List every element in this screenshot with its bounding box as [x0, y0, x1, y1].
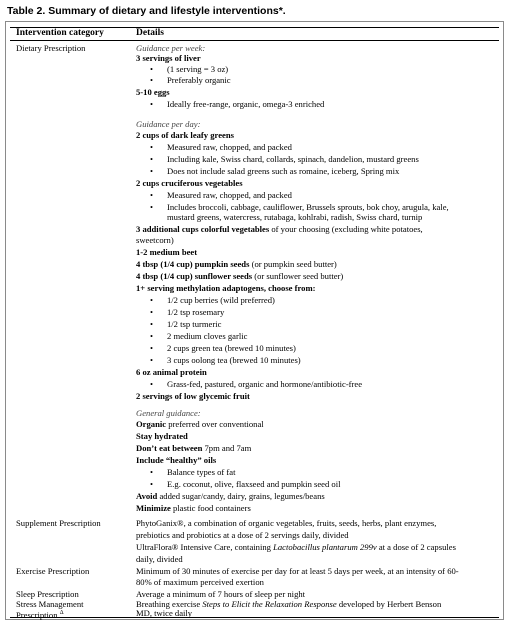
bullet-icon: • [150, 64, 154, 74]
list-item: Measured raw, chopped, and packed [167, 190, 292, 200]
colorful-line: 3 additional cups colorful vegetables of your choosing (excluding white potatoes, [136, 224, 423, 234]
list-item: Measured raw, chopped, and packed [167, 142, 292, 152]
bullet-icon: • [150, 467, 154, 477]
list-item: Including kale, Swiss chard, collards, spinach, dandelion, mustard greens [167, 154, 419, 164]
list-item: Grass-fed, pastured, organic and hormone/antibiotic-free [167, 379, 363, 389]
beet-heading: 1-2 medium beet [136, 247, 198, 257]
bullet-icon: • [150, 142, 154, 152]
bullet-icon: • [150, 379, 154, 389]
avoid-line: Avoid added sugar/candy, dairy, grains, legumes/beans [136, 491, 325, 501]
guidance-week-label: Guidance per week: [136, 43, 206, 53]
bullet-icon: • [150, 154, 154, 164]
list-item: Includes broccoli, cabbage, cauliflower, Brussels sprouts, bok choy, arugula, kale, [167, 202, 449, 212]
bullet-icon: • [150, 190, 154, 200]
exercise-line: Minimum of 30 minutes of exercise per day for at least 5 days per week, at an intensity of 60- [136, 566, 459, 576]
bullet-icon: • [150, 295, 154, 305]
bullet-icon: • [150, 99, 154, 109]
list-item-cont: mustard greens, watercress, rutabaga, kohlrabi, radish, Swiss chard, turnip [167, 212, 423, 222]
supplement-line: prebiotics and probiotics at a dose of 2 servings daily, divided [136, 530, 349, 540]
category-stress: Stress Management [16, 599, 84, 609]
list-item: 1/2 tsp rosemary [167, 307, 225, 317]
bullet-icon: • [150, 307, 154, 317]
table-title: Table 2. Summary of dietary and lifestyle interventions*. [7, 5, 286, 17]
bullet-icon: • [150, 331, 154, 341]
list-item: 1/2 cup berries (wild preferred) [167, 295, 275, 305]
list-item: Balance types of fat [167, 467, 236, 477]
hydrated-line: Stay hydrated [136, 431, 188, 441]
category-supplement: Supplement Prescription [16, 518, 101, 528]
list-item: 2 medium cloves garlic [167, 331, 248, 341]
list-item: E.g. coconut, olive, flaxseed and pumpkin seed oil [167, 479, 341, 489]
header-category: Intervention category [16, 28, 104, 38]
guidance-day-label: Guidance per day: [136, 119, 201, 129]
list-item: 1/2 tsp turmeric [167, 319, 222, 329]
stress-line: Breathing exercise Steps to Elicit the Relaxation Response developed by Herbert Benson [136, 599, 442, 609]
category-dietary: Dietary Prescription [16, 43, 86, 53]
bullet-icon: • [150, 75, 154, 85]
header-details: Details [136, 28, 164, 38]
oils-heading: Include “healthy” oils [136, 455, 217, 465]
protein-heading: 6 oz animal protein [136, 367, 207, 377]
general-guidance-label: General guidance: [136, 408, 201, 418]
organic-line: Organic preferred over conventional [136, 419, 264, 429]
list-item: Ideally free-range, organic, omega-3 enriched [167, 99, 325, 109]
category-exercise: Exercise Prescription [16, 566, 90, 576]
ultraflora-cont: daily, divided [136, 554, 183, 564]
no-eat-line: Don’t eat between 7pm and 7am [136, 443, 252, 453]
minimize-line: Minimize plastic food containers [136, 503, 251, 513]
bullet-icon: • [150, 479, 154, 489]
exercise-line: 80% of maximum perceived exertion [136, 577, 264, 587]
pumpkin-line: 4 tbsp (1/4 cup) pumpkin seeds (or pumpkin seed butter) [136, 259, 337, 269]
bullet-icon: • [150, 343, 154, 353]
category-sleep: Sleep Prescription [16, 589, 79, 599]
colorful-cont: sweetcorn) [136, 235, 174, 245]
sunflower-line: 4 tbsp (1/4 cup) sunflower seeds (or sunflower seed butter) [136, 271, 344, 281]
bullet-icon: • [150, 202, 154, 212]
list-item: 2 cups green tea (brewed 10 minutes) [167, 343, 296, 353]
category-stress-cont: Prescription $^\Delta$ [16, 609, 64, 620]
stress-cont: MD, twice daily [136, 608, 193, 618]
bullet-icon: • [150, 355, 154, 365]
bullet-icon: • [150, 166, 154, 176]
list-item: Preferably organic [167, 75, 231, 85]
bullet-icon: • [150, 319, 154, 329]
header-rule [10, 40, 499, 41]
cruciferous-heading: 2 cups cruciferous vegetables [136, 178, 243, 188]
sleep-line: Average a minimum of 7 hours of sleep per night [136, 589, 306, 599]
list-item: (1 serving = 3 oz) [167, 64, 229, 74]
adaptogens-heading: 1+ serving methylation adaptogens, choose from: [136, 283, 316, 293]
list-item: Does not include salad greens such as romaine, iceberg, Spring mix [167, 166, 400, 176]
eggs-heading: 5-10 eggs [136, 87, 170, 97]
fruit-heading: 2 servings of low glycemic fruit [136, 391, 250, 401]
liver-heading: 3 servings of liver [136, 53, 201, 63]
bottom-rule [10, 617, 499, 618]
greens-heading: 2 cups of dark leafy greens [136, 130, 234, 140]
list-item: 3 cups oolong tea (brewed 10 minutes) [167, 355, 301, 365]
supplement-line: PhytoGanix®, a combination of organic vegetables, fruits, seeds, herbs, plant enzymes, [136, 518, 437, 528]
ultraflora-line: UltraFlora® Intensive Care, containing Lactobacillus plantarum 299v at a dose of 2 capsules [136, 542, 456, 552]
